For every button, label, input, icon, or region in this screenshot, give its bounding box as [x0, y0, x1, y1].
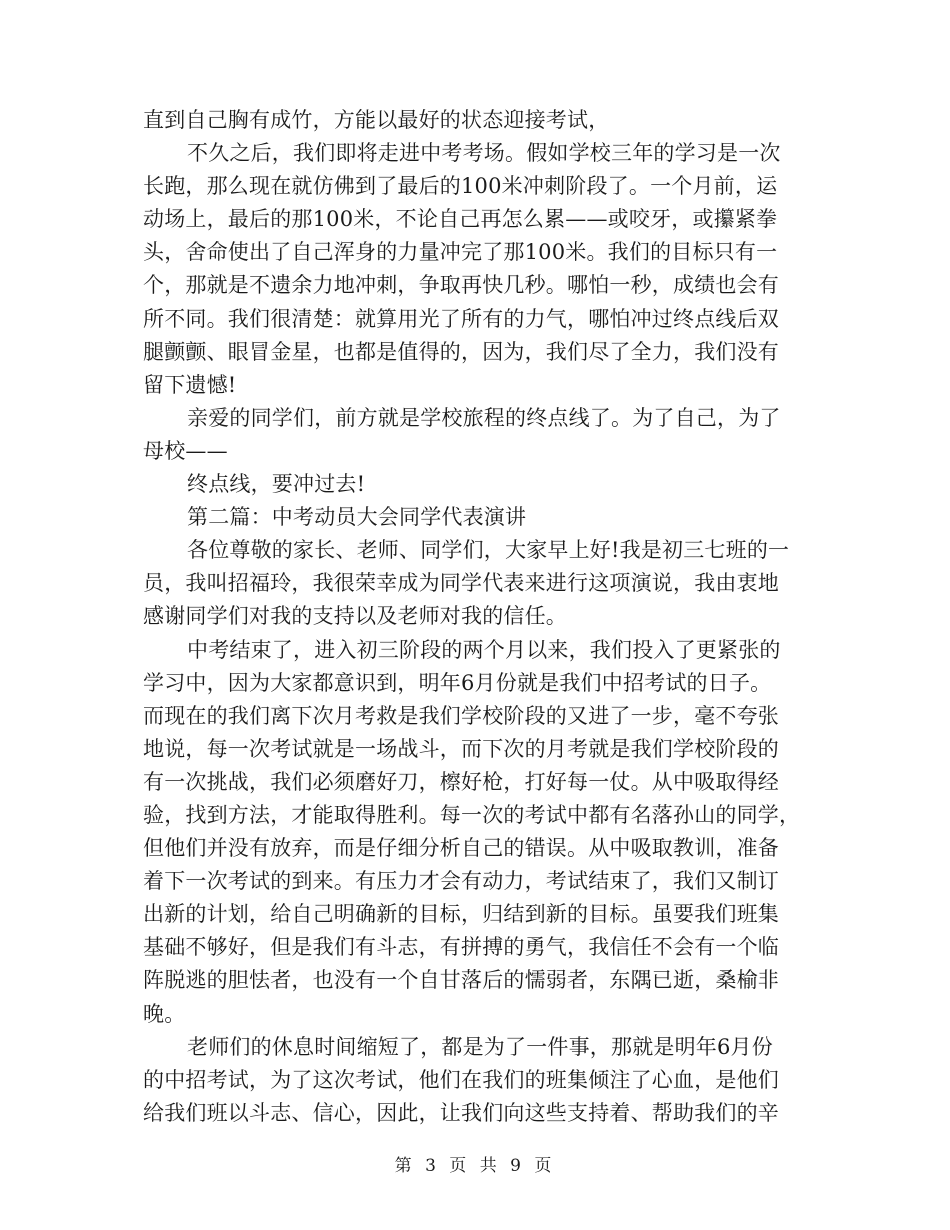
text-line-14: 各位尊敬的家长、老师、同学们，大家早上好!我是初三七班的一 — [187, 538, 790, 563]
text-line-25: 出新的计划，给自己明确新的目标，归结到新的目标。虽要我们班集 — [143, 902, 779, 927]
text-line-23: 但他们并没有放弃，而是仔细分析自己的错误。从中吸取教训，准备 — [143, 836, 779, 861]
text-line-7: 所不同。我们很清楚：就算用光了所有的力气，哪怕冲过终点线后双 — [143, 306, 779, 331]
text-line-22: 验，找到方法，才能取得胜利。每一次的考试中都有名落孙山的同学， — [143, 802, 801, 827]
page-number-label: 第 3 页 共 9 页 — [394, 1156, 556, 1176]
text-line-4: 动场上，最后的那100米，不论自己再怎么累——或咬牙，或攥紧拳 — [143, 207, 778, 232]
section-heading: 第二篇：中考动员大会同学代表演讲 — [187, 505, 527, 530]
text-line-19: 而现在的我们离下次月考救是我们学校阶段的又进了一步，毫不夸张 — [143, 703, 779, 728]
text-line-5: 头，舍命使出了自己浑身的力量冲完了那100米。我们的目标只有一 — [143, 240, 778, 265]
text-line-24: 着下一次考试的到来。有压力才会有动力，考试结束了，我们又制订 — [143, 869, 779, 894]
text-line-21: 有一次挑战，我们必须磨好刀，檫好枪，打好每一仗。从中吸取得经 — [143, 769, 779, 794]
text-line-10: 亲爱的同学们，前方就是学校旅程的终点线了。为了自己，为了 — [187, 405, 781, 430]
text-line-11: 母校—— — [143, 438, 228, 463]
text-line-17: 中考结束了，进入初三阶段的两个月以来，我们投入了更紧张的 — [187, 637, 781, 662]
text-line-1: 直到自己胸有成竹，方能以最好的状态迎接考试， — [143, 108, 610, 132]
text-line-28: 晚。 — [143, 1001, 186, 1026]
text-line-29: 老师们的休息时间缩短了，都是为了一件事，那就是明年6月份 — [187, 1034, 773, 1059]
text-line-8: 腿颤颤、眼冒金星，也都是值得的，因为，我们尽了全力，我们没有 — [143, 339, 779, 364]
text-line-31: 给我们班以斗志、信心，因此，让我们向这些支持着、帮助我们的辛 — [143, 1100, 779, 1125]
page-footer — [0, 1154, 950, 1178]
document-body — [143, 104, 803, 1130]
text-line-18: 学习中，因为大家都意识到，明年6月份就是我们中招考试的日子。 — [143, 670, 772, 695]
text-line-27: 阵脱逃的胆怯者，也没有一个自甘落后的懦弱者，东隅已逝，桑榆非 — [143, 968, 779, 993]
text-line-15: 员，我叫招福玲，我很荣幸成为同学代表来进行这项演说，我由衷地 — [143, 571, 779, 596]
text-line-16: 感谢同学们对我的支持以及老师对我的信任。 — [143, 604, 567, 629]
text-line-3: 长跑，那么现在就仿佛到了最后的100米冲刺阶段了。一个月前，运 — [143, 174, 778, 199]
text-line-9: 留下遗憾! — [143, 372, 237, 397]
text-line-20: 地说，每一次考试就是一场战斗，而下次的月考就是我们学校阶段的 — [143, 736, 779, 761]
text-line-26: 基础不够好，但是我们有斗志，有拼搏的勇气，我信任不会有一个临 — [143, 935, 779, 960]
text-line-30: 的中招考试，为了这次考试，他们在我们的班集倾注了心血，是他们 — [143, 1067, 779, 1092]
text-line-6: 个，那就是不遗余力地冲刺，争取再快几秒。哪怕一秒，成绩也会有 — [143, 273, 779, 298]
text-line-12: 终点线，要冲过去! — [187, 472, 366, 497]
text-line-2: 不久之后，我们即将走进中考考场。假如学校三年的学习是一次 — [187, 141, 781, 166]
